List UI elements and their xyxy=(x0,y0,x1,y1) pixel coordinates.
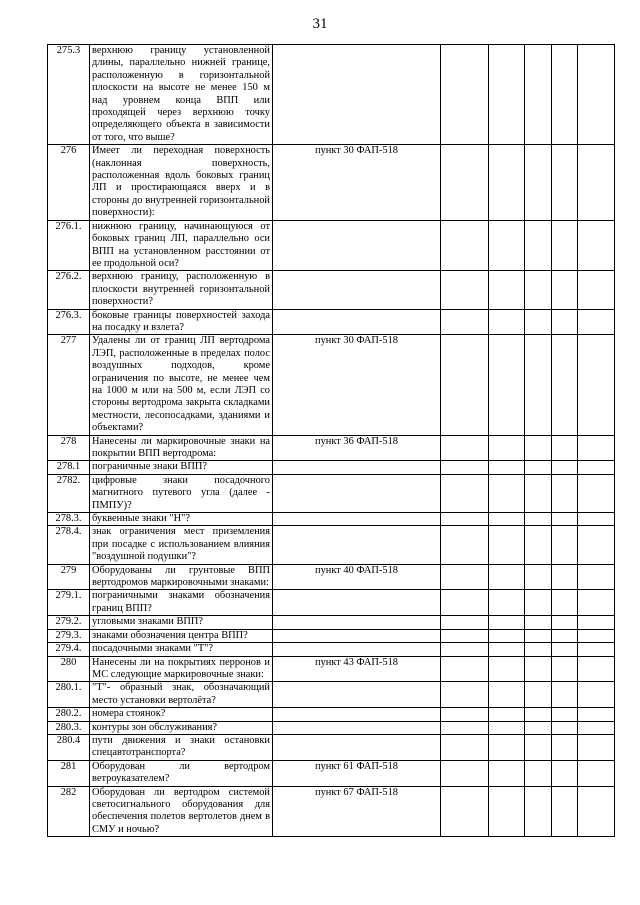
answer-cell[interactable] xyxy=(489,526,525,564)
table-row xyxy=(48,734,615,760)
answer-cell[interactable] xyxy=(552,721,578,734)
answer-cell[interactable] xyxy=(525,643,552,656)
table-row xyxy=(48,616,615,629)
answer-cell[interactable] xyxy=(578,564,615,590)
answer-cell[interactable] xyxy=(441,734,489,760)
answer-cell[interactable] xyxy=(578,656,615,682)
answer-cell[interactable] xyxy=(489,220,525,271)
answer-cell[interactable] xyxy=(525,682,552,708)
answer-cell[interactable] xyxy=(489,643,525,656)
answer-cell[interactable] xyxy=(441,721,489,734)
answer-cell[interactable] xyxy=(525,721,552,734)
answer-cell[interactable] xyxy=(525,220,552,271)
answer-cell[interactable] xyxy=(552,526,578,564)
requirement-reference xyxy=(273,643,441,656)
answer-cell[interactable] xyxy=(552,335,578,435)
answer-cell[interactable] xyxy=(578,734,615,760)
answer-cell[interactable] xyxy=(578,629,615,642)
answer-cell[interactable] xyxy=(441,45,489,145)
answer-cell[interactable] xyxy=(552,590,578,616)
table-row xyxy=(48,682,615,708)
answer-cell[interactable] xyxy=(489,335,525,435)
item-number: 276.3. xyxy=(48,309,90,335)
answer-cell[interactable] xyxy=(552,474,578,512)
answer-cell[interactable] xyxy=(525,435,552,461)
question-text: Нанесены ли на покрытиях перронов и МС следующие маркировочные знаки: xyxy=(90,656,273,682)
requirement-reference xyxy=(273,590,441,616)
table-row xyxy=(48,513,615,526)
requirement-reference xyxy=(273,629,441,642)
answer-cell[interactable] xyxy=(489,590,525,616)
requirement-reference xyxy=(273,309,441,335)
answer-cell[interactable] xyxy=(441,682,489,708)
requirement-reference xyxy=(273,45,441,145)
requirement-reference xyxy=(273,682,441,708)
requirement-reference: пункт 36 ФАП-518 xyxy=(273,435,441,461)
requirement-reference xyxy=(273,474,441,512)
answer-cell[interactable] xyxy=(552,734,578,760)
answer-cell[interactable] xyxy=(489,616,525,629)
answer-cell[interactable] xyxy=(578,786,615,837)
requirement-reference xyxy=(273,513,441,526)
answer-cell[interactable] xyxy=(552,145,578,220)
table-row xyxy=(48,526,615,564)
answer-cell[interactable] xyxy=(441,309,489,335)
answer-cell[interactable] xyxy=(552,564,578,590)
answer-cell[interactable] xyxy=(525,708,552,721)
answer-cell[interactable] xyxy=(578,271,615,309)
answer-cell[interactable] xyxy=(441,513,489,526)
item-number: 278.4. xyxy=(48,526,90,564)
item-number: 282 xyxy=(48,786,90,837)
answer-cell[interactable] xyxy=(552,513,578,526)
answer-cell[interactable] xyxy=(552,220,578,271)
answer-cell[interactable] xyxy=(578,145,615,220)
table-row xyxy=(48,708,615,721)
item-number: 280.4 xyxy=(48,734,90,760)
answer-cell[interactable] xyxy=(578,45,615,145)
requirement-reference: пункт 67 ФАП-518 xyxy=(273,786,441,837)
answer-cell[interactable] xyxy=(489,721,525,734)
answer-cell[interactable] xyxy=(552,271,578,309)
answer-cell[interactable] xyxy=(441,145,489,220)
answer-cell[interactable] xyxy=(441,220,489,271)
answer-cell[interactable] xyxy=(525,309,552,335)
answer-cell[interactable] xyxy=(525,335,552,435)
requirement-reference xyxy=(273,271,441,309)
question-text: буквенные знаки "Н"? xyxy=(90,513,273,526)
item-number: 280.3. xyxy=(48,721,90,734)
answer-cell[interactable] xyxy=(525,45,552,145)
answer-cell[interactable] xyxy=(525,564,552,590)
answer-cell[interactable] xyxy=(578,474,615,512)
item-number: 278.3. xyxy=(48,513,90,526)
question-text: верхнюю границу установленной длины, параллельно нижней границе, расположенную в горизонтальной плоскости на высоте не менее 150 м над уровнем конца ВПП или проходящей через верхнюю точку определяющего объекта в зависимости от того, что выше? xyxy=(90,45,273,145)
question-text: цифровые знаки посадочного магнитного путевого угла (далее - ПМПУ)? xyxy=(90,474,273,512)
answer-cell[interactable] xyxy=(525,656,552,682)
answer-cell[interactable] xyxy=(578,309,615,335)
answer-cell[interactable] xyxy=(489,629,525,642)
answer-cell[interactable] xyxy=(441,760,489,786)
answer-cell[interactable] xyxy=(525,474,552,512)
answer-cell[interactable] xyxy=(525,786,552,837)
item-number: 279.4. xyxy=(48,643,90,656)
answer-cell[interactable] xyxy=(489,435,525,461)
item-number: 276.2. xyxy=(48,271,90,309)
answer-cell[interactable] xyxy=(525,271,552,309)
question-text: Оборудован ли вертодром системой светосигнального оборудования для обеспечения полетов вертолетов днем в СМУ и ночью? xyxy=(90,786,273,837)
answer-cell[interactable] xyxy=(578,682,615,708)
table-row xyxy=(48,564,615,590)
item-number: 276.1. xyxy=(48,220,90,271)
item-number: 275.3 xyxy=(48,45,90,145)
requirement-reference: пункт 40 ФАП-518 xyxy=(273,564,441,590)
item-number: 280.2. xyxy=(48,708,90,721)
answer-cell[interactable] xyxy=(441,656,489,682)
question-text: нижнюю границу, начинающуюся от боковых границ ЛП, параллельно оси ВПП на установленном расстоянии от ее продольной оси? xyxy=(90,220,273,271)
table-row xyxy=(48,45,615,145)
question-text: боковые границы поверхностей захода на посадку и взлета? xyxy=(90,309,273,335)
answer-cell[interactable] xyxy=(525,590,552,616)
answer-cell[interactable] xyxy=(441,590,489,616)
answer-cell[interactable] xyxy=(489,145,525,220)
answer-cell[interactable] xyxy=(441,474,489,512)
answer-cell[interactable] xyxy=(525,616,552,629)
answer-cell[interactable] xyxy=(441,435,489,461)
answer-cell[interactable] xyxy=(441,564,489,590)
table-row xyxy=(48,461,615,474)
answer-cell[interactable] xyxy=(578,590,615,616)
table-row xyxy=(48,590,615,616)
answer-cell[interactable] xyxy=(441,629,489,642)
answer-cell[interactable] xyxy=(489,734,525,760)
answer-cell[interactable] xyxy=(578,708,615,721)
answer-cell[interactable] xyxy=(578,335,615,435)
item-number: 278.1 xyxy=(48,461,90,474)
answer-cell[interactable] xyxy=(552,309,578,335)
item-number: 2782. xyxy=(48,474,90,512)
answer-cell[interactable] xyxy=(578,643,615,656)
item-number: 279.1. xyxy=(48,590,90,616)
answer-cell[interactable] xyxy=(489,474,525,512)
table-row xyxy=(48,220,615,271)
answer-cell[interactable] xyxy=(552,760,578,786)
answer-cell[interactable] xyxy=(489,461,525,474)
requirement-reference: пункт 43 ФАП-518 xyxy=(273,656,441,682)
answer-cell[interactable] xyxy=(525,461,552,474)
answer-cell[interactable] xyxy=(552,656,578,682)
answer-cell[interactable] xyxy=(578,721,615,734)
table-row xyxy=(48,335,615,435)
answer-cell[interactable] xyxy=(552,45,578,145)
question-text: пограничные знаки ВПП? xyxy=(90,461,273,474)
item-number: 277 xyxy=(48,335,90,435)
requirement-reference xyxy=(273,708,441,721)
item-number: 280.1. xyxy=(48,682,90,708)
answer-cell[interactable] xyxy=(489,656,525,682)
answer-cell[interactable] xyxy=(441,643,489,656)
question-text: пограничными знаками обозначения границ ВПП? xyxy=(90,590,273,616)
answer-cell[interactable] xyxy=(489,513,525,526)
question-text: Нанесены ли маркировочные знаки на покрытии ВПП вертодрома: xyxy=(90,435,273,461)
answer-cell[interactable] xyxy=(578,616,615,629)
requirement-reference xyxy=(273,461,441,474)
answer-cell[interactable] xyxy=(578,526,615,564)
question-text: "Т"- образный знак, обозначающий место установки вертолёта? xyxy=(90,682,273,708)
item-number: 278 xyxy=(48,435,90,461)
answer-cell[interactable] xyxy=(552,629,578,642)
answer-cell[interactable] xyxy=(525,760,552,786)
answer-cell[interactable] xyxy=(525,734,552,760)
requirement-reference: пункт 61 ФАП-518 xyxy=(273,760,441,786)
requirement-reference: пункт 30 ФАП-518 xyxy=(273,145,441,220)
item-number: 276 xyxy=(48,145,90,220)
answer-cell[interactable] xyxy=(489,309,525,335)
item-number: 279 xyxy=(48,564,90,590)
table-row xyxy=(48,656,615,682)
answer-cell[interactable] xyxy=(441,708,489,721)
answer-cell[interactable] xyxy=(441,786,489,837)
answer-cell[interactable] xyxy=(489,45,525,145)
question-text: контуры зон обслуживания? xyxy=(90,721,273,734)
item-number: 280 xyxy=(48,656,90,682)
table-row xyxy=(48,435,615,461)
question-text: Оборудован ли вертодром ветроуказателем? xyxy=(90,760,273,786)
page-number: 31 xyxy=(312,16,328,32)
item-number: 279.3. xyxy=(48,629,90,642)
question-text: посадочными знаками "Т"? xyxy=(90,643,273,656)
answer-cell[interactable] xyxy=(552,643,578,656)
answer-cell[interactable] xyxy=(578,760,615,786)
answer-cell[interactable] xyxy=(525,513,552,526)
item-number: 281 xyxy=(48,760,90,786)
answer-cell[interactable] xyxy=(552,435,578,461)
answer-cell[interactable] xyxy=(489,708,525,721)
table-row xyxy=(48,271,615,309)
table-row xyxy=(48,474,615,512)
requirement-reference xyxy=(273,721,441,734)
question-text: пути движения и знаки остановки спецавтотранспорта? xyxy=(90,734,273,760)
answer-cell[interactable] xyxy=(578,220,615,271)
answer-cell[interactable] xyxy=(552,461,578,474)
answer-cell[interactable] xyxy=(578,461,615,474)
table-row xyxy=(48,643,615,656)
answer-cell[interactable] xyxy=(525,526,552,564)
checklist-table xyxy=(47,44,615,837)
question-text: Удалены ли от границ ЛП вертодрома ЛЭП, расположенные в пределах полос воздушных подходов, кроме ограничения по высоте, не менее чем на 1000 м или на 500 м, если ЛЭП со стороны вертодрома закрыта складками местности, лесопосадками, зданиями и объектами? xyxy=(90,335,273,435)
answer-cell[interactable] xyxy=(489,564,525,590)
item-number: 279.2. xyxy=(48,616,90,629)
answer-cell[interactable] xyxy=(578,435,615,461)
answer-cell[interactable] xyxy=(441,461,489,474)
answer-cell[interactable] xyxy=(525,629,552,642)
answer-cell[interactable] xyxy=(578,513,615,526)
question-text: верхнюю границу, расположенную в плоскости внутренней горизонтальной поверхности? xyxy=(90,271,273,309)
table-row xyxy=(48,309,615,335)
answer-cell[interactable] xyxy=(441,616,489,629)
question-text: знаками обозначения центра ВПП? xyxy=(90,629,273,642)
answer-cell[interactable] xyxy=(441,271,489,309)
table-row xyxy=(48,760,615,786)
table-row xyxy=(48,629,615,642)
question-text: знак ограничения мест приземления при посадке с использованием влияния "воздушной подушки"? xyxy=(90,526,273,564)
question-text: Имеет ли переходная поверхность (наклонная поверхность, расположенная вдоль боковых границ ЛП и простирающаяся вверх и в стороны до внутренней горизонтальной поверхности): xyxy=(90,145,273,220)
answer-cell[interactable] xyxy=(489,271,525,309)
answer-cell[interactable] xyxy=(525,145,552,220)
requirement-reference xyxy=(273,526,441,564)
answer-cell[interactable] xyxy=(552,786,578,837)
requirement-reference xyxy=(273,616,441,629)
question-text: Оборудованы ли грунтовые ВПП вертодромов маркировочными знаками: xyxy=(90,564,273,590)
question-text: угловыми знаками ВПП? xyxy=(90,616,273,629)
answer-cell[interactable] xyxy=(489,682,525,708)
table-row xyxy=(48,786,615,837)
answer-cell[interactable] xyxy=(552,708,578,721)
table-row xyxy=(48,145,615,220)
question-text: номера стоянок? xyxy=(90,708,273,721)
answer-cell[interactable] xyxy=(552,682,578,708)
answer-cell[interactable] xyxy=(489,760,525,786)
requirement-reference: пункт 30 ФАП-518 xyxy=(273,335,441,435)
table-row xyxy=(48,721,615,734)
requirement-reference xyxy=(273,220,441,271)
requirement-reference xyxy=(273,734,441,760)
answer-cell[interactable] xyxy=(441,526,489,564)
answer-cell[interactable] xyxy=(552,616,578,629)
answer-cell[interactable] xyxy=(441,335,489,435)
answer-cell[interactable] xyxy=(489,786,525,837)
